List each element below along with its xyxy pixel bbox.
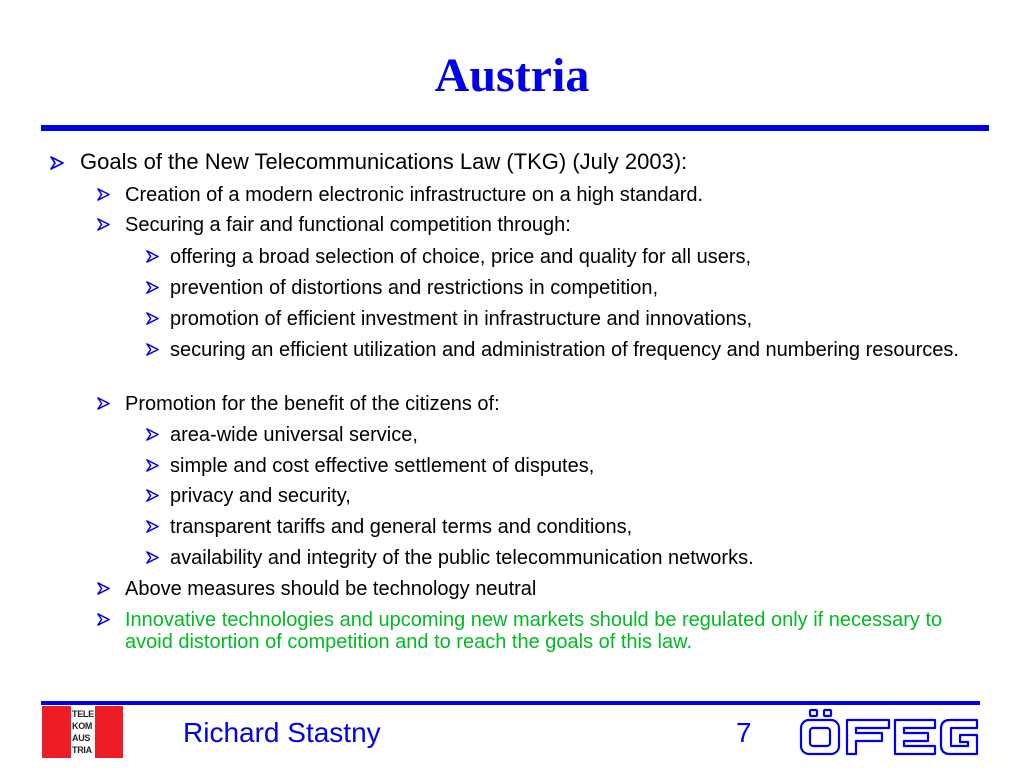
bullet-text: Goals of the New Telecommunications Law (TKG) (July 2003): [80,149,688,174]
arrow-bullet-icon [97,188,110,201]
bullet-item [170,547,960,569]
bullet-item [80,151,980,173]
arrow-bullet-icon [146,281,159,294]
bullet-item [125,578,985,600]
bullet-text: transparent tariffs and general terms and conditions, [170,516,633,538]
bullet-text: prevention of distortions and restrictions in competition, [170,277,659,299]
arrow-bullet-icon [97,582,110,595]
slide-title: Austria [434,49,590,102]
arrow-bullet-icon [146,428,159,441]
bullet-text: securing an efficient utilization and administration of frequency and numbering resources. [170,339,959,361]
arrow-bullet-icon [146,489,159,502]
bullet-item [170,455,960,477]
page-number: 7 [736,717,752,748]
arrow-bullet-icon [146,551,159,564]
arrow-bullet-icon [146,520,159,533]
arrow-bullet-icon [146,459,159,472]
bullet-item [170,424,960,446]
bullet-item [125,214,985,236]
bullet-text: privacy and security, [170,485,351,507]
bullet-text: offering a broad selection of choice, price and quality for all users, [170,246,752,268]
bullet-text: Securing a fair and functional competition through: [125,214,571,236]
arrow-bullet-icon [146,343,159,356]
arrow-bullet-icon [146,312,159,325]
arrow-bullet-icon [97,397,110,410]
bullet-item [170,246,960,268]
footer-author: Richard Stastny [183,717,381,748]
logo-line: TELE [72,709,94,719]
arrow-bullet-icon [50,156,64,170]
bullet-item [125,184,985,206]
bullet-text: Creation of a modern electronic infrastructure on a high standard. [125,184,704,206]
arrow-bullet-icon [97,613,110,626]
bullet-item [170,339,960,361]
bullet-text: Above measures should be technology neutral [125,578,537,600]
bullet-text: availability and integrity of the public telecommunication networks. [170,547,754,569]
arrow-bullet-icon [97,218,110,231]
logo-line: AUS [72,733,91,743]
bullet-item [170,485,960,507]
bullet-item-highlight [125,609,985,653]
bullet-text: Promotion for the benefit of the citizens of: [125,393,500,415]
footer-divider [41,701,980,705]
bullet-item [170,277,960,299]
logo-line: KOM [72,721,93,731]
bullet-text: area-wide universal service, [170,424,418,446]
bullet-text: Innovative technologies and upcoming new markets should be regulated only if necessary to avoid distortion of competition and to reach the goals of this law. [125,609,943,653]
ofeg-logo [798,708,980,758]
telekom-austria-logo [42,706,123,758]
bullet-text: simple and cost effective settlement of disputes, [170,455,595,477]
bullet-item [170,516,960,538]
logo-line: TRIA [72,745,92,755]
bullet-text: promotion of efficient investment in infrastructure and innovations, [170,308,753,330]
bullet-item [170,308,960,330]
arrow-bullet-icon [146,250,159,263]
bullet-item [125,393,985,415]
